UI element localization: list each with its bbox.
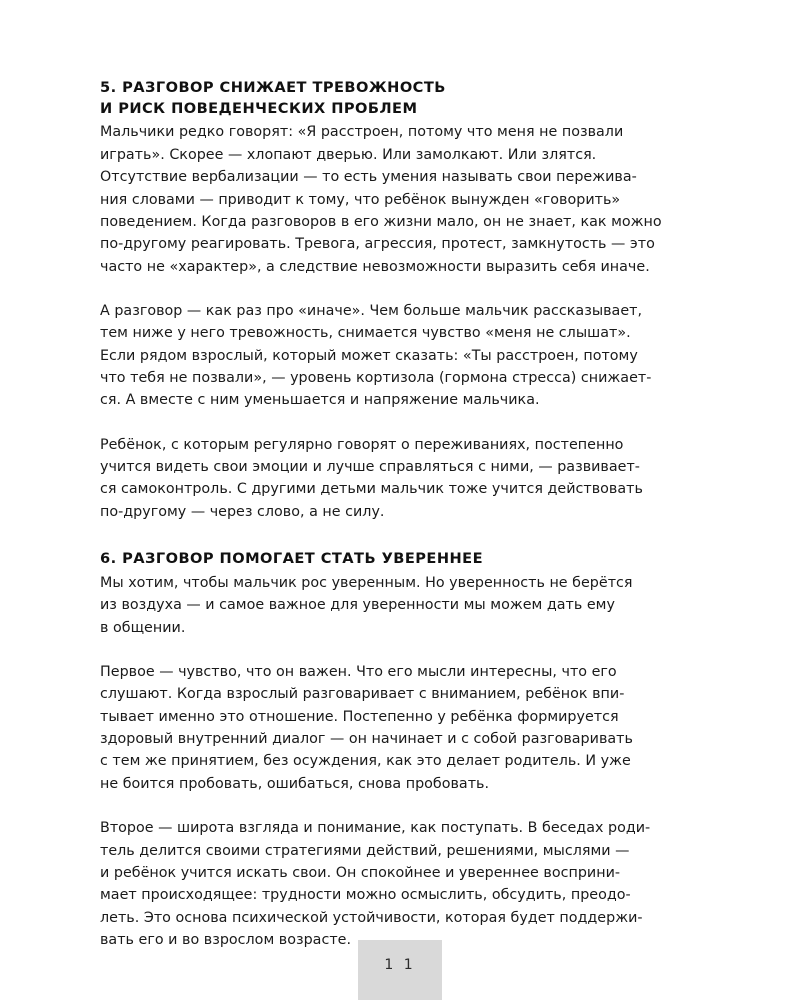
text-line: Мальчики редко говорят: «Я расстроен, потому что меня не позвали — [100, 124, 624, 141]
text-line: Отсутствие вербализации — то есть умения называть свои пережива- — [100, 169, 637, 186]
paragraph-gap — [100, 639, 686, 661]
paragraph-gap — [100, 412, 686, 434]
page-number: 1 1 — [384, 957, 416, 973]
paragraph-gap — [100, 278, 686, 300]
text-line: Мы хотим, чтобы мальчик рос уверенным. Но уверенность не берётся — [100, 574, 633, 591]
section-gap — [100, 523, 686, 549]
text-line: из воздуха — и самое важное для уверенности мы можем дать ему — [100, 597, 615, 614]
text-line: тем ниже у него тревожность, снимается чувство «меня не слышат». — [100, 325, 631, 342]
paragraph — [100, 817, 686, 951]
paragraph — [100, 661, 686, 795]
text-line: в общении. — [100, 619, 186, 636]
text-line: учится видеть свои эмоции и лучше справляться с ними, — развивает- — [100, 459, 640, 476]
paragraph — [100, 121, 686, 278]
text-line: слушают. Когда взрослый разговаривает с вниманием, ребёнок впи- — [100, 686, 625, 703]
text-line: вать его и во взрослом возрасте. — [100, 931, 352, 948]
text-line: и ребёнок учится искать свои. Он спокойнее и увереннее восприни- — [100, 864, 621, 881]
text-line: Второе — широта взгляда и понимание, как поступать. В беседах роди- — [100, 820, 651, 837]
section-5-heading — [100, 78, 686, 119]
text-line: что тебя не позвали», — уровень кортизола (гормона стресса) снижает- — [100, 370, 652, 387]
section-6-heading — [100, 549, 686, 570]
heading-line: И РИСК ПОВЕДЕНЧЕСКИХ ПРОБЛЕМ — [100, 99, 418, 117]
text-line: тывает именно это отношение. Постепенно у ребёнка формируется — [100, 708, 619, 725]
text-line: тель делится своими стратегиями действий, решениями, мыслями — — [100, 842, 630, 859]
section-6 — [100, 549, 686, 951]
section-5 — [100, 78, 686, 523]
paragraph — [100, 300, 686, 412]
text-line: здоровый внутренний диалог — он начинает и с собой разговаривать — [100, 731, 633, 748]
heading-line: 6. РАЗГОВОР ПОМОГАЕТ СТАТЬ УВЕРЕННЕЕ — [100, 550, 483, 568]
text-line: Первое — чувство, что он важен. Что его мысли интересны, что его — [100, 663, 617, 680]
text-line: по-другому — через слово, а не силу. — [100, 503, 385, 520]
paragraph — [100, 434, 686, 523]
text-line: с тем же принятием, без осуждения, как это делает родитель. И уже — [100, 753, 631, 770]
text-line: леть. Это основа психической устойчивости, которая будет поддержи- — [100, 909, 643, 926]
text-line: не боится пробовать, ошибаться, снова пробовать. — [100, 775, 490, 792]
text-line: ся. А вместе с ним уменьшается и напряжение мальчика. — [100, 392, 540, 409]
text-line: часто не «характер», а следствие невозможности выразить себя иначе. — [100, 258, 650, 275]
text-line: по-другому реагировать. Тревога, агрессия, протест, замкнутость — это — [100, 236, 655, 253]
text-line: мает происходящее: трудности можно осмыслить, обсудить, преодо- — [100, 887, 631, 904]
text-line: ся самоконтроль. С другими детьми мальчик тоже учится действовать — [100, 481, 643, 498]
page-content — [100, 78, 686, 951]
paragraph-gap — [100, 795, 686, 817]
text-line: ния словами — приводит к тому, что ребёнок вынужден «говорить» — [100, 191, 621, 208]
text-line: Ребёнок, с которым регулярно говорят о переживаниях, постепенно — [100, 436, 624, 453]
text-line: играть». Скорее — хлопают дверью. Или замолкают. Или злятся. — [100, 146, 597, 163]
text-line: поведением. Когда разговоров в его жизни мало, он не знает, как можно — [100, 213, 662, 230]
text-line: А разговор — как раз про «иначе». Чем больше мальчик рассказывает, — [100, 302, 643, 319]
paragraph — [100, 572, 686, 639]
text-line: Если рядом взрослый, который может сказать: «Ты расстроен, потому — [100, 347, 638, 364]
heading-line: 5. РАЗГОВОР СНИЖАЕТ ТРЕВОЖНОСТЬ — [100, 79, 446, 96]
